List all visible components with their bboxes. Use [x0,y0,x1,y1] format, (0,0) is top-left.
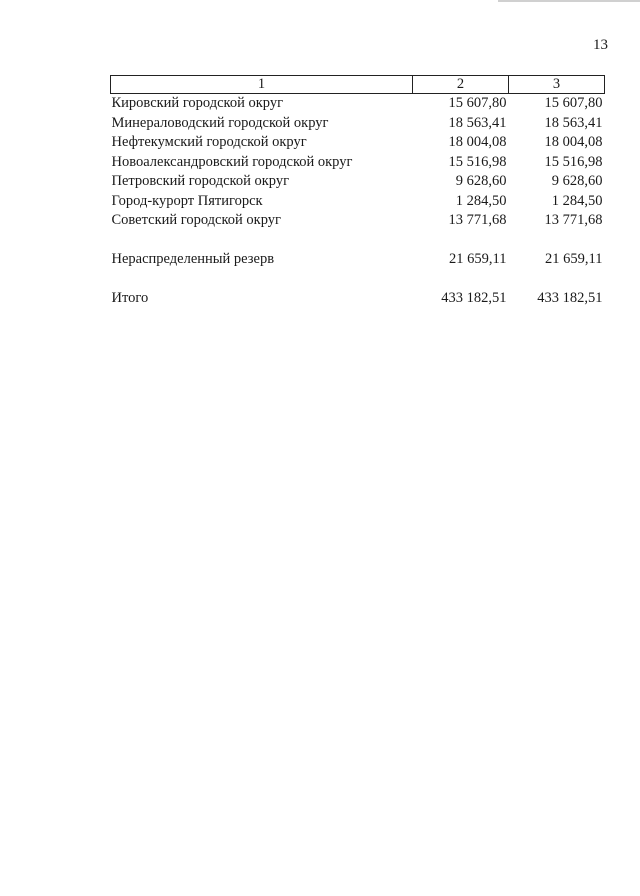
total-row [111,289,605,309]
blank-row [111,231,605,251]
row-value-col2: 9 628,60 [455,173,507,189]
blank-row [111,270,605,290]
row-value-col3: 15 607,80 [544,95,603,111]
row-name: Новоалександровский городской округ [111,153,353,170]
row-value-col3: 9 628,60 [551,173,603,189]
column-header-3: 3 [509,76,605,94]
row-value-col2: 13 771,68 [448,212,507,228]
reserve-value-col2: 21 659,11 [449,251,507,267]
reserve-name: Нераспределенный резерв [111,251,275,267]
row-value-col2: 15 607,80 [448,95,507,111]
budget-table [110,75,605,309]
column-header-2: 2 [413,76,509,94]
page-edge-line [498,0,640,2]
total-value-col3: 433 182,51 [537,290,603,306]
row-name: Город-курорт Пятигорск [111,192,263,209]
column-header-1: 1 [111,76,413,94]
row-name: Кировский городской округ [111,95,284,111]
row-value-col2: 15 516,98 [448,153,507,170]
table-row [111,133,605,153]
row-value-col3: 18 004,08 [544,134,603,150]
table-row [111,94,605,114]
row-name: Петровский городской округ [111,173,290,189]
row-value-col3: 18 563,41 [544,114,603,131]
reserve-value-col3: 21 659,11 [545,251,603,267]
row-name: Нефтекумский городской округ [111,134,307,150]
row-value-col2: 18 004,08 [448,134,507,150]
row-name: Минераловодский городской округ [111,114,329,131]
row-value-col2: 1 284,50 [455,192,507,209]
row-value-col3: 1 284,50 [551,192,603,209]
row-name: Советский городской округ [111,212,281,228]
row-value-col2: 18 563,41 [448,114,507,131]
page-number: 13 [593,37,608,53]
row-value-col3: 15 516,98 [544,153,603,170]
table-row [111,153,605,173]
table-row [111,211,605,231]
table-header-row [111,76,605,94]
reserve-row [111,250,605,270]
total-value-col2: 433 182,51 [441,290,507,306]
table-row [111,192,605,212]
table-row [111,114,605,134]
table-row [111,172,605,192]
total-name: Итого [111,290,149,306]
row-value-col3: 13 771,68 [544,212,603,228]
